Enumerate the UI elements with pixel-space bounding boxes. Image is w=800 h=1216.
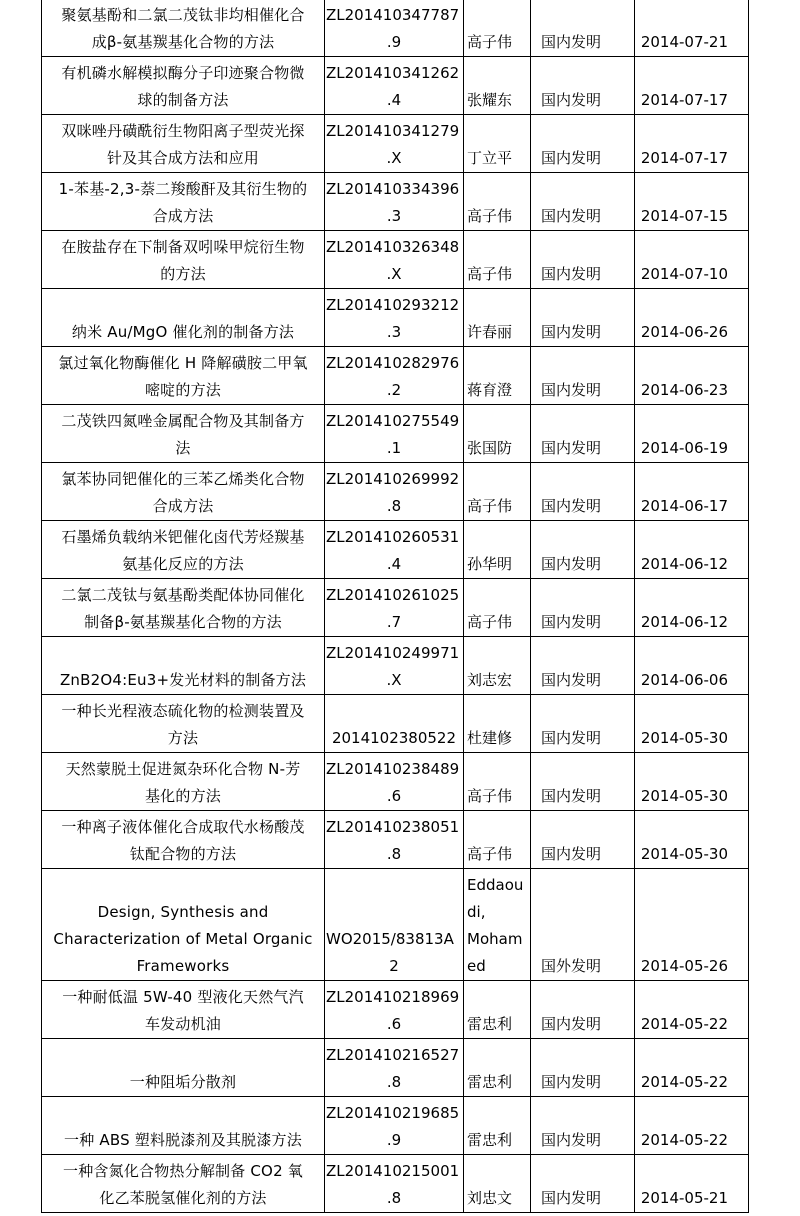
patent-type-cell-line: 国内发明 [541, 729, 602, 747]
patent-title-cell-line: Design, Synthesis and [97, 903, 269, 921]
inventor-cell [464, 115, 531, 173]
patent-number-cell-line: ZL201410282976 [326, 354, 460, 372]
patent-title-cell [42, 57, 325, 115]
patent-type-cell-line: 国内发明 [541, 33, 602, 51]
patent-title-cell-line: 化乙苯脱氢催化剂的方法 [99, 1189, 267, 1207]
patent-title-cell-line: 球的制备方法 [137, 91, 229, 109]
inventor-cell-line: Moham [467, 930, 523, 948]
table-row [42, 463, 749, 521]
patent-number-cell-line: WO2015/83813A [326, 930, 454, 948]
filing-date-cell-line: 2014-05-30 [640, 787, 728, 805]
patent-type-cell-line: 国外发明 [541, 957, 602, 975]
inventor-cell-line: 刘志宏 [467, 671, 513, 689]
inventor-cell [464, 231, 531, 289]
inventor-cell [464, 1039, 531, 1097]
patent-type-cell [531, 1039, 635, 1097]
patent-number-cell-line: ZL201410341262 [326, 64, 460, 82]
patent-title-cell-line: 方法 [167, 729, 199, 747]
filing-date-cell-line: 2014-06-17 [640, 497, 728, 515]
patent-type-cell [531, 1155, 635, 1213]
filing-date-cell-line: 2014-06-23 [640, 381, 728, 399]
patent-title-cell-line: 的方法 [160, 265, 206, 283]
patent-number-cell-line: ZL201410326348 [326, 238, 460, 256]
patent-number-cell-line: ZL201410269992 [326, 470, 460, 488]
patent-number-cell-line: ZL201410216527 [326, 1046, 460, 1064]
filing-date-cell [635, 695, 749, 753]
patent-type-cell-line: 国内发明 [541, 555, 602, 573]
patent-title-cell-line: 车发动机油 [144, 1015, 221, 1033]
patent-number-cell-line: .8 [386, 845, 402, 863]
patent-number-cell [325, 521, 464, 579]
patent-number-cell-line: .3 [386, 207, 402, 225]
patent-number-cell [325, 695, 464, 753]
inventor-cell [464, 463, 531, 521]
patent-title-cell-line: 二氯二茂钛与氨基酚类配体协同催化 [61, 586, 305, 604]
patent-type-cell-line: 国内发明 [541, 1015, 602, 1033]
patent-number-cell-line: ZL201410347787 [326, 6, 460, 24]
filing-date-cell-line: 2014-05-22 [640, 1073, 728, 1091]
filing-date-cell-line: 2014-05-22 [640, 1131, 728, 1149]
patent-title-cell-line: 天然蒙脱土促进氮杂环化合物 N-芳 [65, 760, 301, 778]
patent-title-cell [42, 811, 325, 869]
inventor-cell [464, 173, 531, 231]
filing-date-cell [635, 0, 749, 57]
patent-number-cell-line: .8 [386, 1189, 402, 1207]
patent-number-cell-line: ZL201410293212 [326, 296, 460, 314]
patent-title-cell-line: 一种含氮化合物热分解制备 CO2 氧 [63, 1162, 303, 1180]
patent-number-cell-line: ZL201410218969 [326, 988, 460, 1006]
patent-title-cell-line: 成β-氨基羰基化合物的方法 [91, 33, 275, 51]
patent-number-cell [325, 1039, 464, 1097]
patent-title-cell [42, 1155, 325, 1213]
inventor-cell [464, 289, 531, 347]
patent-number-cell [325, 57, 464, 115]
patent-number-cell [325, 753, 464, 811]
patent-title-cell-line: 纳米 Au/MgO 催化剂的制备方法 [71, 323, 295, 341]
patent-type-cell-line: 国内发明 [541, 1073, 602, 1091]
filing-date-cell [635, 981, 749, 1039]
filing-date-cell-line: 2014-06-06 [640, 671, 728, 689]
table-row [42, 637, 749, 695]
inventor-cell-line: 高子伟 [467, 497, 513, 515]
patent-type-cell [531, 1097, 635, 1155]
patent-type-cell [531, 0, 635, 57]
patent-number-cell-line: ZL201410261025 [326, 586, 460, 604]
patent-number-cell-line: .8 [386, 1073, 402, 1091]
patent-title-cell [42, 115, 325, 173]
filing-date-cell [635, 1097, 749, 1155]
inventor-cell-line: 高子伟 [467, 33, 513, 51]
patent-title-cell [42, 869, 325, 981]
patent-number-cell-line: .7 [386, 613, 402, 631]
filing-date-cell [635, 521, 749, 579]
inventor-cell-line: 丁立平 [467, 149, 513, 167]
patent-type-cell [531, 637, 635, 695]
filing-date-cell [635, 1039, 749, 1097]
patent-type-cell [531, 981, 635, 1039]
table-row [42, 695, 749, 753]
patent-number-cell-line: .4 [386, 555, 402, 573]
filing-date-cell [635, 57, 749, 115]
table-row [42, 869, 749, 981]
patent-number-cell [325, 579, 464, 637]
patent-type-cell [531, 173, 635, 231]
inventor-cell [464, 1097, 531, 1155]
table-row [42, 0, 749, 57]
filing-date-cell-line: 2014-05-22 [640, 1015, 728, 1033]
table-row [42, 579, 749, 637]
inventor-cell-line: 高子伟 [467, 265, 513, 283]
patent-title-cell [42, 231, 325, 289]
patent-type-cell-line: 国内发明 [541, 323, 602, 341]
patent-title-cell [42, 521, 325, 579]
patent-number-cell [325, 981, 464, 1039]
inventor-cell-line: di, [467, 903, 486, 921]
patent-number-cell [325, 463, 464, 521]
patent-number-cell-line: 2 [389, 957, 399, 975]
patent-type-cell [531, 289, 635, 347]
patent-type-cell [531, 811, 635, 869]
patent-type-cell [531, 579, 635, 637]
inventor-cell [464, 753, 531, 811]
patent-type-cell [531, 231, 635, 289]
patent-number-cell-line: ZL201410215001 [326, 1162, 460, 1180]
inventor-cell [464, 1155, 531, 1213]
patent-title-cell-line: 一种阻垢分散剂 [129, 1073, 237, 1091]
patent-type-cell-line: 国内发明 [541, 671, 602, 689]
patent-type-cell [531, 869, 635, 981]
inventor-cell [464, 695, 531, 753]
filing-date-cell-line: 2014-07-10 [640, 265, 728, 283]
patent-type-cell-line: 国内发明 [541, 1131, 602, 1149]
table-row [42, 753, 749, 811]
inventor-cell-line: ed [467, 957, 486, 975]
table-row [42, 115, 749, 173]
patent-title-cell-line: 合成方法 [152, 207, 214, 225]
filing-date-cell-line: 2014-06-19 [640, 439, 728, 457]
filing-date-cell-line: 2014-06-12 [640, 613, 728, 631]
patent-type-cell [531, 115, 635, 173]
patent-title-cell-line: 基化的方法 [144, 787, 221, 805]
patent-title-cell-line: 1-苯基-2,3-萘二羧酸酐及其衍生物的 [58, 180, 308, 198]
patent-number-cell-line: ZL201410249971 [326, 644, 460, 662]
patent-type-cell-line: 国内发明 [541, 1189, 602, 1207]
table-row [42, 1155, 749, 1213]
patent-type-cell-line: 国内发明 [541, 613, 602, 631]
patent-number-cell [325, 405, 464, 463]
patent-number-cell [325, 1155, 464, 1213]
patent-title-cell-line: 氨基化反应的方法 [122, 555, 244, 573]
filing-date-cell [635, 579, 749, 637]
patent-number-cell-line: ZL201410275549 [326, 412, 460, 430]
patent-type-cell-line: 国内发明 [541, 91, 602, 109]
inventor-cell [464, 405, 531, 463]
patent-type-cell-line: 国内发明 [541, 207, 602, 225]
patent-number-cell-line: ZL201410341279 [326, 122, 460, 140]
patent-title-cell-line: 氯过氧化物酶催化 H 降解磺胺二甲氧 [58, 354, 308, 372]
patent-title-cell-line: Characterization of Metal Organic [53, 930, 313, 948]
patent-number-cell [325, 289, 464, 347]
patent-title-cell [42, 637, 325, 695]
patent-type-cell-line: 国内发明 [541, 787, 602, 805]
patent-number-cell-line: ZL201410238489 [326, 760, 460, 778]
inventor-cell [464, 347, 531, 405]
filing-date-cell [635, 405, 749, 463]
filing-date-cell-line: 2014-07-21 [640, 33, 728, 51]
table-row [42, 1097, 749, 1155]
filing-date-cell-line: 2014-05-21 [640, 1189, 728, 1207]
patent-title-cell [42, 981, 325, 1039]
patent-number-cell-line: .4 [386, 91, 402, 109]
patent-title-cell [42, 1097, 325, 1155]
patent-title-cell-line: 石墨烯负载纳米钯催化卤代芳烃羰基 [61, 528, 305, 546]
patent-type-cell [531, 463, 635, 521]
patent-number-cell-line: .X [386, 265, 402, 283]
table-row [42, 289, 749, 347]
inventor-cell-line: 孙华明 [467, 555, 513, 573]
patent-number-cell [325, 0, 464, 57]
table-row [42, 521, 749, 579]
patent-type-cell [531, 57, 635, 115]
patent-title-cell-line: 氯苯协同钯催化的三苯乙烯类化合物 [61, 470, 305, 488]
patent-type-cell [531, 405, 635, 463]
inventor-cell-line: Eddaou [467, 876, 524, 894]
inventor-cell-line: 高子伟 [467, 613, 513, 631]
filing-date-cell [635, 637, 749, 695]
filing-date-cell-line: 2014-06-26 [640, 323, 728, 341]
filing-date-cell [635, 173, 749, 231]
table-row [42, 405, 749, 463]
patent-title-cell-line: 一种离子液体催化合成取代水杨酸茂 [61, 818, 305, 836]
filing-date-cell-line: 2014-05-26 [640, 957, 728, 975]
patent-number-cell-line: .1 [386, 439, 402, 457]
patent-title-cell [42, 347, 325, 405]
patent-type-cell-line: 国内发明 [541, 149, 602, 167]
inventor-cell-line: 高子伟 [467, 787, 513, 805]
patent-number-cell [325, 347, 464, 405]
patent-title-cell [42, 0, 325, 57]
patent-title-cell [42, 579, 325, 637]
patent-title-cell-line: 有机磷水解模拟酶分子印迹聚合物微 [61, 64, 305, 82]
inventor-cell-line: 张耀东 [467, 91, 513, 109]
inventor-cell [464, 637, 531, 695]
patent-title-cell-line: 聚氨基酚和二氯二茂钛非均相催化合 [61, 6, 305, 24]
patent-title-cell [42, 695, 325, 753]
patent-type-cell [531, 695, 635, 753]
patent-title-cell-line: 一种 ABS 塑料脱漆剂及其脱漆方法 [64, 1131, 302, 1149]
filing-date-cell [635, 811, 749, 869]
patent-number-cell [325, 811, 464, 869]
patent-number-cell [325, 637, 464, 695]
patent-title-cell [42, 289, 325, 347]
patent-type-cell-line: 国内发明 [541, 265, 602, 283]
patent-number-cell [325, 173, 464, 231]
patent-type-cell-line: 国内发明 [541, 381, 602, 399]
patent-title-cell-line: 一种耐低温 5W-40 型液化天然气汽 [62, 988, 304, 1006]
table-row [42, 811, 749, 869]
patent-number-cell-line: .3 [386, 323, 402, 341]
table-row [42, 347, 749, 405]
patent-title-cell-line: 法 [175, 439, 191, 457]
inventor-cell-line: 刘忠文 [467, 1189, 513, 1207]
patent-title-cell [42, 405, 325, 463]
table-row [42, 1039, 749, 1097]
patent-number-cell-line: .9 [386, 1131, 402, 1149]
patent-title-cell-line: 制备β-氨基羰基化合物的方法 [84, 613, 282, 631]
filing-date-cell-line: 2014-05-30 [640, 845, 728, 863]
table-row [42, 173, 749, 231]
patent-title-cell-line: 一种长光程液态硫化物的检测装置及 [61, 702, 305, 720]
patent-type-cell [531, 347, 635, 405]
inventor-cell-line: 雷忠利 [467, 1131, 513, 1149]
inventor-cell-line: 雷忠利 [467, 1073, 513, 1091]
patent-number-cell [325, 115, 464, 173]
inventor-cell [464, 57, 531, 115]
patent-number-cell-line: ZL201410260531 [326, 528, 460, 546]
patent-title-cell [42, 753, 325, 811]
filing-date-cell-line: 2014-07-17 [640, 91, 728, 109]
inventor-cell-line: 杜建修 [467, 729, 513, 747]
table-row [42, 981, 749, 1039]
patent-type-cell [531, 753, 635, 811]
patent-type-cell-line: 国内发明 [541, 497, 602, 515]
filing-date-cell [635, 231, 749, 289]
patent-title-cell-line: 双咪唑丹磺酰衍生物阳离子型荧光探 [61, 122, 305, 140]
inventor-cell-line: 张国防 [467, 439, 513, 457]
inventor-cell [464, 579, 531, 637]
patent-type-cell [531, 521, 635, 579]
patent-title-cell-line: 合成方法 [152, 497, 214, 515]
table-row [42, 231, 749, 289]
inventor-cell-line: 雷忠利 [467, 1015, 513, 1033]
patent-title-cell-line: 钛配合物的方法 [129, 845, 237, 863]
patent-number-cell-line: ZL201410238051 [326, 818, 460, 836]
patent-title-cell-line: 针及其合成方法和应用 [106, 149, 259, 167]
inventor-cell [464, 521, 531, 579]
inventor-cell [464, 869, 531, 981]
patent-number-cell [325, 231, 464, 289]
patent-table [41, 0, 749, 1213]
patent-title-cell-line: 嘧啶的方法 [144, 381, 221, 399]
inventor-cell [464, 811, 531, 869]
patent-number-cell-line: .9 [386, 33, 402, 51]
filing-date-cell [635, 463, 749, 521]
patent-title-cell-line: 在胺盐存在下制备双吲哚甲烷衍生物 [61, 238, 305, 256]
filing-date-cell [635, 347, 749, 405]
patent-title-cell-line: 二茂铁四氮唑金属配合物及其制备方 [61, 412, 305, 430]
patent-number-cell-line: .X [386, 149, 402, 167]
patent-type-cell-line: 国内发明 [541, 439, 602, 457]
filing-date-cell [635, 869, 749, 981]
patent-title-cell-line: Frameworks [136, 957, 230, 975]
filing-date-cell [635, 753, 749, 811]
filing-date-cell-line: 2014-07-15 [640, 207, 728, 225]
filing-date-cell [635, 115, 749, 173]
patent-number-cell-line: ZL201410334396 [326, 180, 460, 198]
inventor-cell-line: 高子伟 [467, 845, 513, 863]
patent-title-cell-line: ZnB2O4:Eu3+发光材料的制备方法 [59, 671, 307, 689]
patent-title-cell [42, 1039, 325, 1097]
inventor-cell [464, 981, 531, 1039]
patent-number-cell-line: .X [386, 671, 402, 689]
patent-number-cell-line: ZL201410219685 [326, 1104, 460, 1122]
patent-number-cell-line: .2 [386, 381, 402, 399]
patent-type-cell-line: 国内发明 [541, 845, 602, 863]
patent-number-cell-line: 2014102380522 [331, 729, 457, 747]
filing-date-cell [635, 289, 749, 347]
patent-title-cell [42, 173, 325, 231]
patent-number-cell-line: .6 [386, 787, 402, 805]
patent-number-cell [325, 1097, 464, 1155]
inventor-cell [464, 0, 531, 57]
patent-number-cell [325, 869, 464, 981]
table-row [42, 57, 749, 115]
inventor-cell-line: 蒋育澄 [467, 381, 513, 399]
patent-number-cell-line: .8 [386, 497, 402, 515]
filing-date-cell-line: 2014-05-30 [640, 729, 728, 747]
inventor-cell-line: 高子伟 [467, 207, 513, 225]
patent-table-body [42, 0, 749, 1213]
filing-date-cell-line: 2014-06-12 [640, 555, 728, 573]
inventor-cell-line: 许春丽 [467, 323, 513, 341]
patent-number-cell-line: .6 [386, 1015, 402, 1033]
filing-date-cell-line: 2014-07-17 [640, 149, 728, 167]
patent-title-cell [42, 463, 325, 521]
filing-date-cell [635, 1155, 749, 1213]
